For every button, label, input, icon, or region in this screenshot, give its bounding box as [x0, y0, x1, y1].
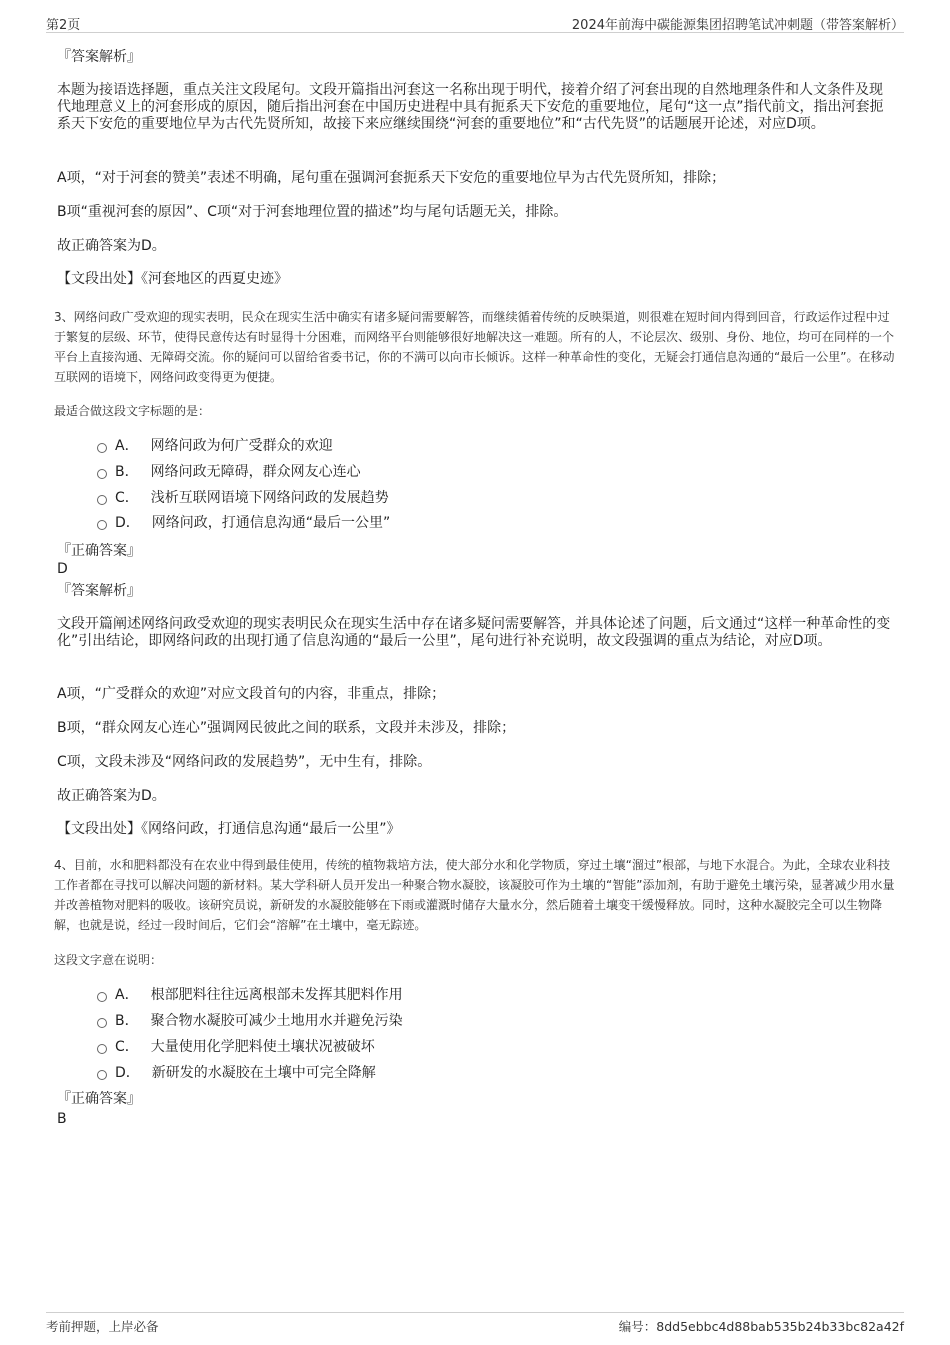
question-3-option-d[interactable] [97, 514, 390, 532]
option-letter: C． [115, 490, 139, 506]
analysis-text: 文段开篇阐述网络问政受欢迎的现实表明民众在现实生活中存在诸多疑问需要解答，并具体论述了问题，后文通过“这样一种革命性的变化”引出结论，即网络问政的出现打通了信息沟通的“最后一公里”，尾句进行补充说明，故文段强调的重点为结论，对应D项。 [57, 616, 891, 649]
option-text: 新研发的水凝胶在土壤中可完全降解 [151, 1065, 376, 1081]
option-text: 聚合物水凝胶可减少土地用水并避免污染 [150, 1013, 403, 1029]
option-text: 大量使用化学肥料使土壤状况被破坏 [150, 1039, 375, 1055]
page-number: 第2页 [46, 18, 81, 33]
correct-answer: B [57, 1111, 67, 1127]
correct-answer-label: 『正确答案』 [57, 543, 141, 559]
analysis-note-c: C项，文段未涉及“网络问政的发展趋势”，无中生有，排除。 [57, 754, 432, 770]
analysis-text: 本题为接语选择题，重点关注文段尾句。文段开篇指出河套这一名称出现于明代，接着介绍了河套出现的自然地理条件和人文条件及现代地理意义上的河套形成的原因，随后指出河套在中国历史进程中具有扼系天下安危的重要地位，尾句“这一点”指代前文，指出河套扼系天下安危的重要地位早为古代先贤所知，故接下来应继续围绕“河套的重要地位”和“古代先贤”的话题展开论述，对应D项。 [57, 82, 884, 132]
radio-button-icon[interactable] [97, 1018, 107, 1028]
footer-slogan: 考前押题，上岸必备 [46, 1319, 159, 1334]
radio-button-icon[interactable] [97, 520, 107, 530]
analysis-note-b: B项，“群众网友心连心”强调网民彼此之间的联系，文段并未涉及，排除； [57, 720, 516, 736]
document-title: 2024年前海中碳能源集团招聘笔试冲刺题（带答案解析） [571, 18, 904, 33]
correct-answer: D [57, 561, 68, 577]
page-footer [46, 1312, 904, 1335]
option-letter: D． [115, 515, 140, 531]
question-3-option-a[interactable] [97, 437, 333, 455]
question-4-option-b[interactable] [97, 1012, 403, 1030]
option-letter: D． [115, 1065, 140, 1081]
radio-button-icon[interactable] [97, 1044, 107, 1054]
option-text: 网络问政无障碍，群众网友心连心 [150, 464, 361, 480]
question-4-option-c[interactable] [97, 1038, 375, 1056]
correct-answer-label: 『正确答案』 [57, 1091, 141, 1107]
analysis-note-bc: B项“重视河套的原因”、C项“对于河套地理位置的描述”均与尾句话题无关，排除。 [57, 204, 568, 220]
page-header [46, 12, 904, 33]
radio-button-icon[interactable] [97, 1070, 107, 1080]
option-letter: A． [115, 987, 139, 1003]
question-4-option-d[interactable] [97, 1064, 376, 1082]
question-3-prompt: 最适合做这段文字标题的是： [54, 404, 211, 418]
question-4-stem: 4、目前，水和肥料都没有在农业中得到最佳使用，传统的植物栽培方法，使大部分水和化学物质，穿过土壤“溜过”根部，与地下水混合。为此，全球农业科技工作者都在寻找可以解决问题的新材料。某大学科研人员开发出一种聚合物水凝胶，该凝胶可作为土壤的“智能”添加剂，有助于避免土壤污染，显著减少用水量并改善植物对肥料的吸收。该研究员说，新研发的水凝胶能够在下雨或灌溉时储存大量水分，然后随着土壤变干缓慢释放。同时，这种水凝胶完全可以生物降解，也就是说，经过一段时间后，它们会“溶解”在土壤中，毫无踪迹。 [54, 858, 895, 932]
question-4-prompt: 这段文字意在说明： [54, 953, 163, 967]
question-3-option-c[interactable] [97, 489, 389, 507]
document-id: 编号：8dd5ebbc4d88bab535b24b33bc82a42f [618, 1319, 904, 1334]
radio-button-icon[interactable] [97, 469, 107, 479]
question-3-stem: 3、网络问政广受欢迎的现实表明，民众在现实生活中确实有诸多疑问需要解答，而继续循着传统的反映渠道，则很难在短时间内得到回音，行政运作过程中过于繁复的层级、环节，使得民意传达有时显得十分困难，而网络平台则能够很好地解决这一难题。所有的人，不论层次、级别、身份、地位，均可在同样的一个平台上直接沟通、无障碍交流。你的疑问可以留给省委书记，你的不满可以向市长倾诉。这样一种革命性的变化，无疑会打通信息沟通的“最后一公里”。在移动互联网的语境下，网络问政变得更为便捷。 [54, 310, 895, 384]
analysis-label: 『答案解析』 [57, 49, 141, 65]
option-letter: A． [115, 438, 139, 454]
analysis-note-a: A项，“对于河套的赞美”表述不明确，尾句重在强调河套扼系天下安危的重要地位早为古代先贤所知，排除； [57, 170, 726, 186]
analysis-note-a: A项，“广受群众的欢迎”对应文段首句的内容，非重点，排除； [57, 686, 446, 702]
option-text: 网络问政，打通信息沟通“最后一公里” [151, 515, 391, 531]
source-citation: 【文段出处】《河套地区的西夏史迹》 [57, 271, 288, 287]
radio-button-icon[interactable] [97, 443, 107, 453]
option-letter: B． [115, 1013, 139, 1029]
source-citation: 【文段出处】《网络问政，打通信息沟通“最后一公里”》 [57, 821, 401, 837]
option-text: 浅析互联网语境下网络问政的发展趋势 [150, 490, 389, 506]
option-letter: C． [115, 1039, 139, 1055]
option-letter: B． [115, 464, 139, 480]
option-text: 网络问政为何广受群众的欢迎 [150, 438, 333, 454]
analysis-label: 『答案解析』 [57, 583, 141, 599]
analysis-conclusion: 故正确答案为D。 [57, 238, 166, 254]
question-3-option-b[interactable] [97, 463, 361, 481]
option-text: 根部肥料往往远离根部未发挥其肥料作用 [150, 987, 403, 1003]
radio-button-icon[interactable] [97, 992, 107, 1002]
radio-button-icon[interactable] [97, 495, 107, 505]
question-4-option-a[interactable] [97, 986, 403, 1004]
analysis-conclusion: 故正确答案为D。 [57, 788, 166, 804]
